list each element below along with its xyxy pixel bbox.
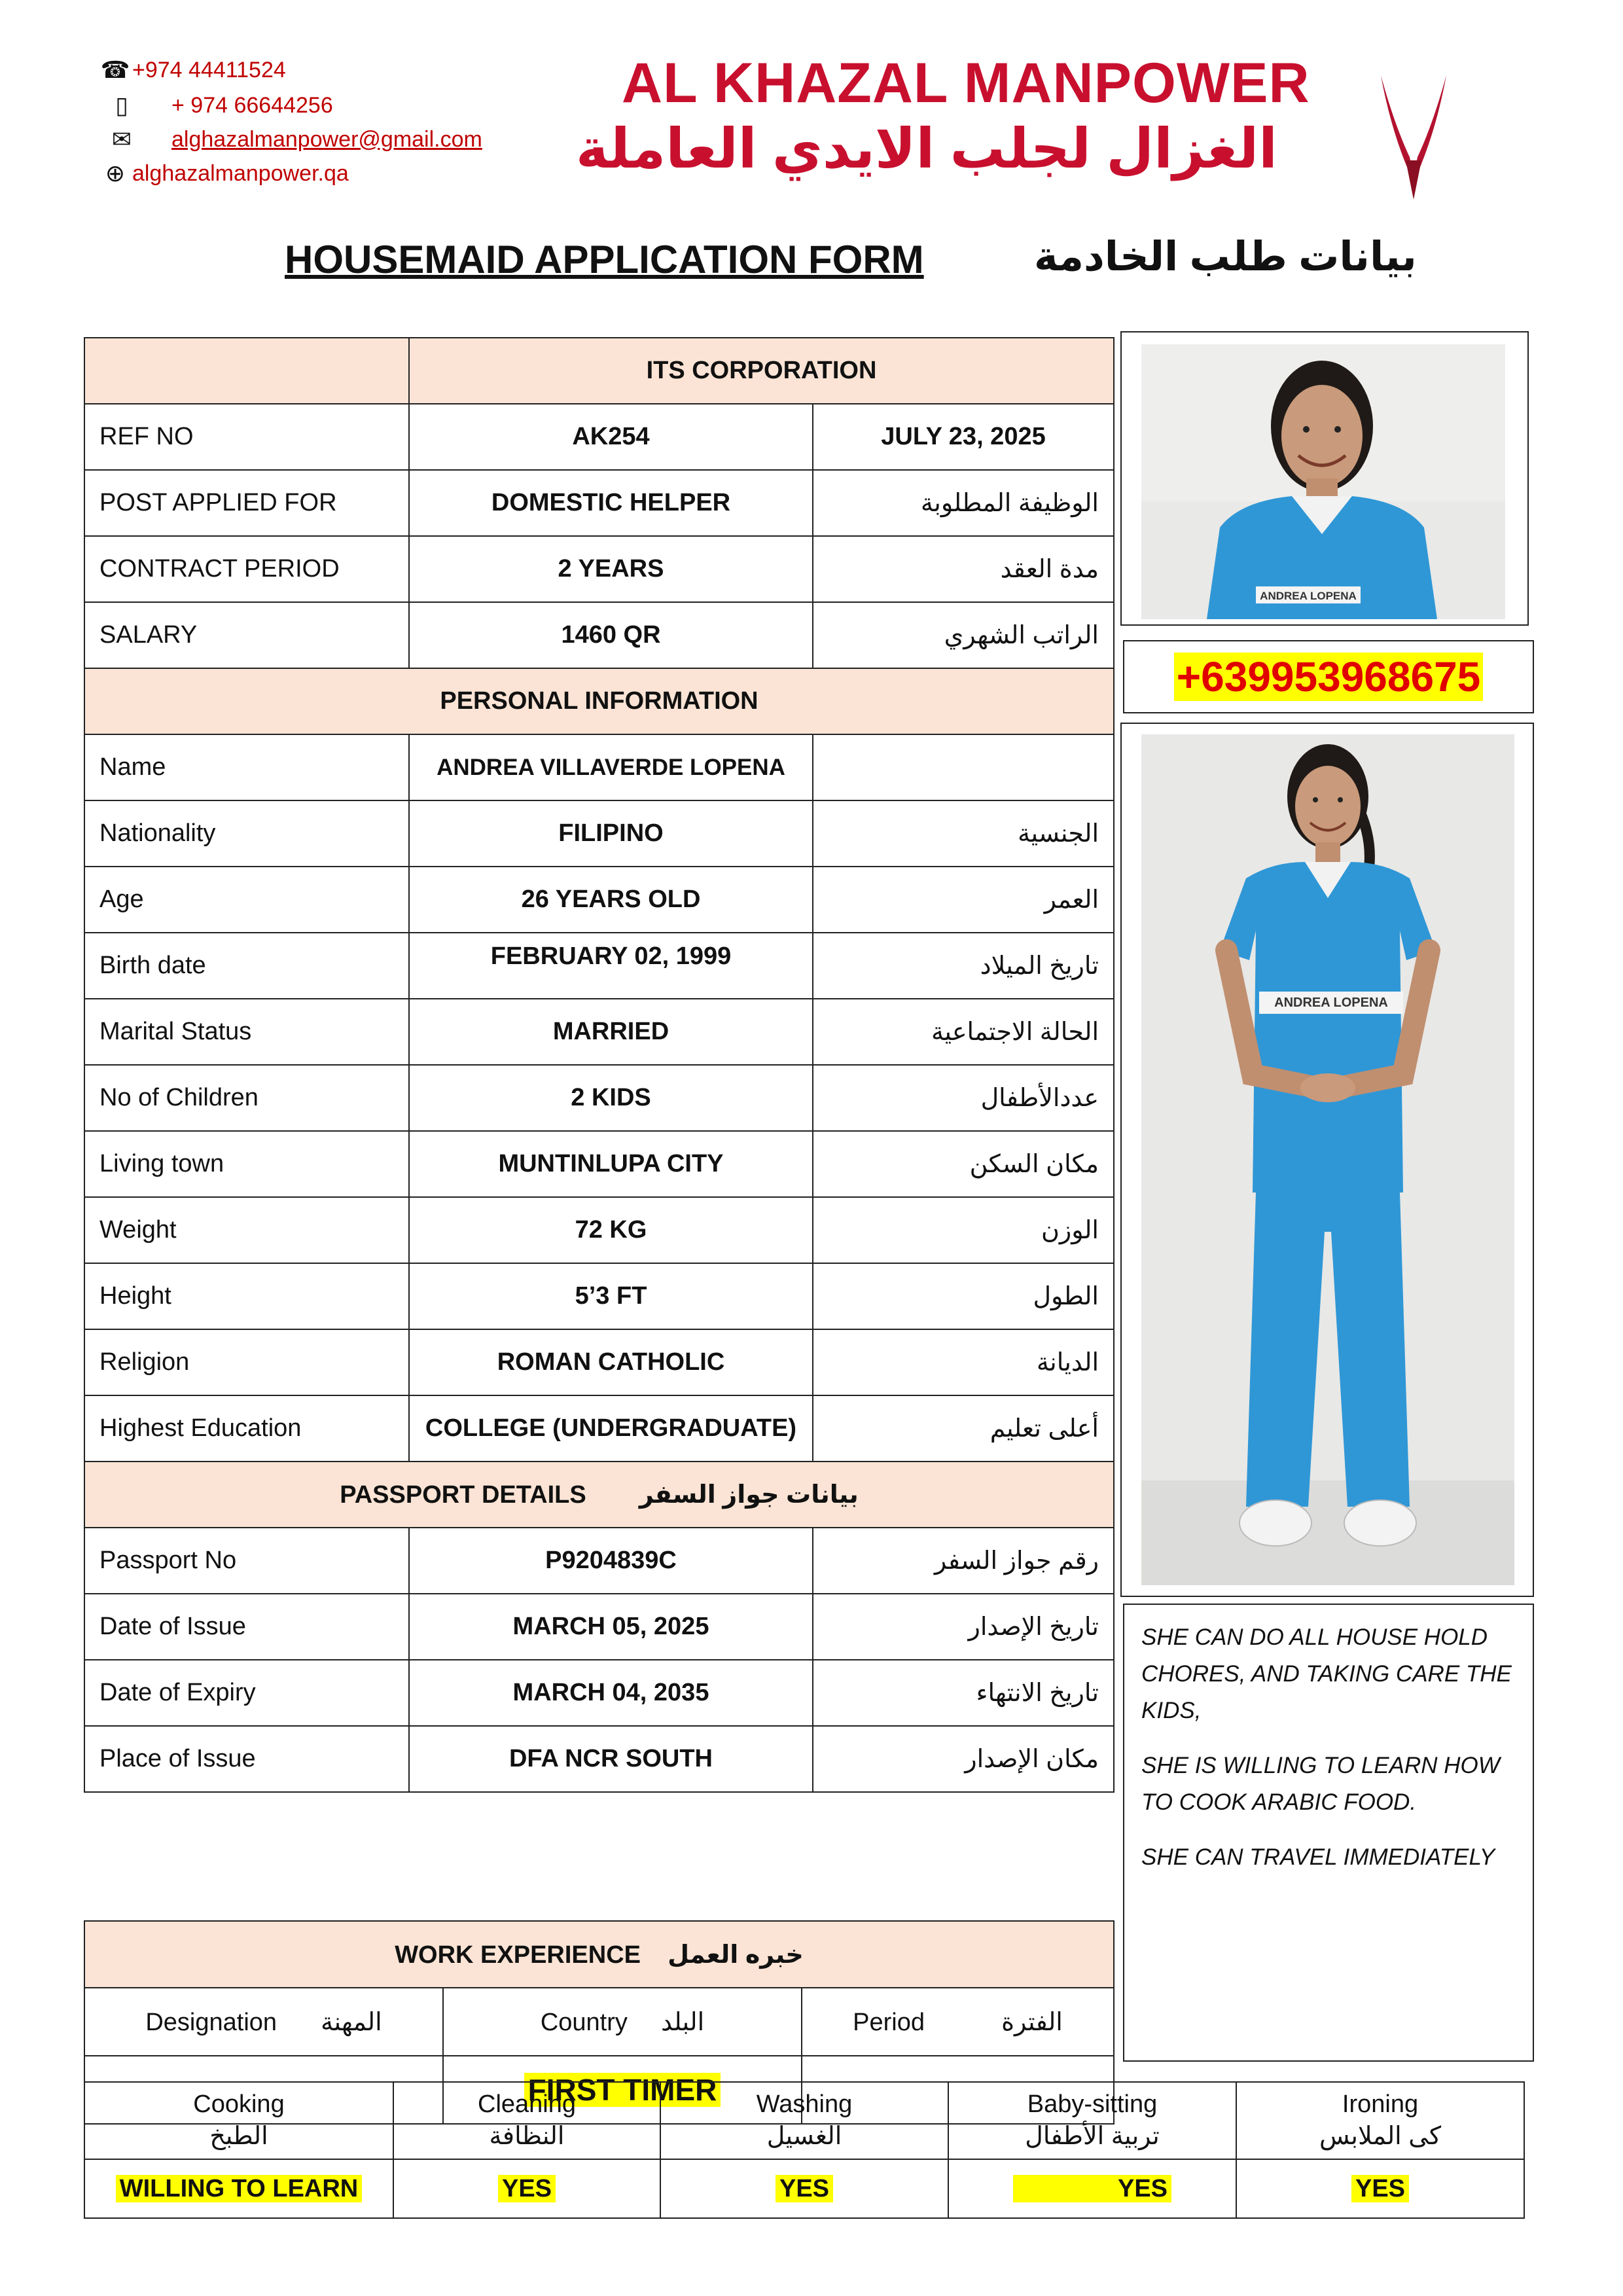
education-label-ar: أعلى تعليم [813, 1395, 1114, 1462]
table-row [84, 1726, 1114, 1792]
skill-cleaning-header [393, 2082, 660, 2159]
age-label-ar: العمر [813, 867, 1114, 933]
place-of-issue-label-ar: مكان الإصدار [813, 1726, 1114, 1792]
salary-label-ar: الراتب الشهري [813, 602, 1114, 668]
place-of-issue-value: DFA NCR SOUTH [409, 1726, 813, 1792]
expiry-date-value: MARCH 04, 2035 [409, 1660, 813, 1726]
skill-cleaning-cell [393, 2159, 660, 2218]
first-timer-value: FIRST TIMER [524, 2073, 721, 2107]
period-label-ar: الفترة [1001, 2008, 1063, 2036]
skills-value-row [84, 2159, 1524, 2218]
table-row [84, 999, 1114, 1065]
table-row [84, 1197, 1114, 1263]
name-badge-full-body: ANDREA LOPENA [1274, 996, 1388, 1010]
table-row [84, 470, 1114, 536]
full-body-photo-frame [1120, 723, 1534, 1597]
designation-col-header [84, 1988, 443, 2056]
weight-label-ar: الوزن [813, 1197, 1114, 1263]
agency-row [84, 338, 1114, 404]
section-header-row [84, 1462, 1114, 1528]
skill-washing-cell [660, 2159, 948, 2218]
children-value: 2 KIDS [409, 1065, 813, 1131]
skill-cooking-value: WILLING TO LEARN [116, 2175, 363, 2202]
section-header-row [84, 668, 1114, 734]
name-label: Name [84, 734, 409, 800]
ref-no-value: AK254 [409, 404, 813, 470]
children-label: No of Children [84, 1065, 409, 1131]
remark-3: SHE CAN TRAVEL IMMEDIATELY [1141, 1844, 1495, 1870]
height-value: 5’3 FT [409, 1263, 813, 1329]
marital-status-label: Marital Status [84, 999, 409, 1065]
passport-header-ar: بيانات جواز السفر [639, 1481, 859, 1509]
portrait-photo-frame [1120, 331, 1529, 626]
skill-ironing-label: Ironing [1342, 2090, 1419, 2118]
full-body-photo [1141, 734, 1514, 1585]
nationality-label: Nationality [84, 800, 409, 867]
country-label-ar: البلد [661, 2008, 705, 2036]
work-columns-row [84, 1988, 1114, 2056]
contract-value: 2 YEARS [409, 536, 813, 602]
education-value: COLLEGE (UNDERGRADUATE) [409, 1395, 813, 1462]
skill-cooking-header [84, 2082, 393, 2159]
table-row [84, 1594, 1114, 1660]
table-row [84, 1660, 1114, 1726]
agency-blank-cell [84, 338, 409, 404]
marital-status-label-ar: الحالة الاجتماعية [813, 999, 1114, 1065]
skill-babysitting-header [948, 2082, 1236, 2159]
portrait-photo [1141, 344, 1505, 619]
salary-value: 1460 QR [409, 602, 813, 668]
skill-cooking-cell [84, 2159, 393, 2218]
skill-cleaning-label: Cleaning [478, 2090, 576, 2118]
skill-cleaning-value: YES [498, 2175, 556, 2202]
skill-cooking-label-ar: الطبخ [209, 2123, 268, 2150]
telephone-icon: ☎ [100, 56, 130, 83]
phone1-line [98, 56, 286, 84]
globe-icon: ⊕ [105, 160, 126, 187]
work-header-ar: خبره العمل [668, 1941, 804, 1969]
table-row [84, 933, 1114, 999]
living-town-label: Living town [84, 1131, 409, 1197]
post-label: POST APPLIED FOR [84, 470, 409, 536]
living-town-value: MUNTINLUPA CITY [409, 1131, 813, 1197]
remark-1: SHE CAN DO ALL HOUSE HOLD CHORES, AND TAKING CARE THE KIDS, [1141, 1624, 1512, 1723]
religion-value: ROMAN CATHOLIC [409, 1329, 813, 1395]
table-row [84, 1395, 1114, 1462]
email-line [105, 126, 482, 153]
education-label: Highest Education [84, 1395, 409, 1462]
salary-label: SALARY [84, 602, 409, 668]
period-label: Period [853, 2008, 925, 2036]
skill-ironing-cell [1236, 2159, 1524, 2218]
phone2-line [105, 92, 333, 119]
birth-date-label-ar: تاريخ الميلاد [813, 933, 1114, 999]
height-label: Height [84, 1263, 409, 1329]
name-badge-portrait: ANDREA LOPENA [1260, 590, 1357, 602]
table-row [84, 1131, 1114, 1197]
designation-label: Designation [145, 2008, 277, 2036]
skill-washing-value: YES [776, 2175, 833, 2202]
religion-label: Religion [84, 1329, 409, 1395]
expiry-date-label-ar: تاريخ الانتهاء [813, 1660, 1114, 1726]
section-header-row [84, 1921, 1114, 1988]
skills-table [84, 2081, 1525, 2219]
contact-phone-box [1123, 640, 1534, 713]
name-value: ANDREA VILLAVERDE LOPENA [409, 734, 813, 800]
religion-label-ar: الديانة [813, 1329, 1114, 1395]
email-link[interactable]: alghazalmanpower@gmail.com [171, 126, 482, 152]
issue-date-label-ar: تاريخ الإصدار [813, 1594, 1114, 1660]
expiry-date-label: Date of Expiry [84, 1660, 409, 1726]
issue-date-label: Date of Issue [84, 1594, 409, 1660]
weight-value: 72 KG [409, 1197, 813, 1263]
table-row [84, 602, 1114, 668]
brand-name-en: AL KHAZAL MANPOWER [622, 52, 1310, 115]
table-row [84, 800, 1114, 867]
place-of-issue-label: Place of Issue [84, 1726, 409, 1792]
envelope-icon: ✉ [111, 126, 132, 152]
remarks-box [1123, 1604, 1534, 2062]
nationality-value: FILIPINO [409, 800, 813, 867]
skill-ironing-label-ar: کی الملابس [1319, 2123, 1442, 2150]
skills-header-row [84, 2082, 1524, 2159]
brand-name-ar: الغزال لجلب الايدي العاملة [576, 118, 1277, 179]
skill-ironing-value: YES [1351, 2175, 1409, 2202]
website-line [98, 160, 349, 187]
country-col-header [443, 1988, 802, 2056]
work-header-en: WORK EXPERIENCE [395, 1941, 641, 1969]
weight-label: Weight [84, 1197, 409, 1263]
work-experience-header [84, 1921, 1114, 1988]
phone1: +974 44411524 [132, 57, 286, 82]
skill-washing-label-ar: الغسيل [766, 2123, 842, 2150]
remark-2: SHE IS WILLING TO LEARN HOW TO COOK ARABIC FOOD. [1141, 1753, 1500, 1815]
birth-date-value: FEBRUARY 02, 1999 [409, 933, 813, 999]
skill-washing-header [660, 2082, 948, 2159]
form-title-ar: بيانات طلب الخادمة [1034, 234, 1417, 279]
passport-no-value: P9204839C [409, 1528, 813, 1594]
period-col-header [802, 1988, 1114, 2056]
contract-label: CONTRACT PERIOD [84, 536, 409, 602]
passport-details-header [84, 1462, 1114, 1528]
issue-date-value: MARCH 05, 2025 [409, 1594, 813, 1660]
living-town-label-ar: مكان السكن [813, 1131, 1114, 1197]
passport-no-label: Passport No [84, 1528, 409, 1594]
skill-cleaning-label-ar: النظافة [489, 2123, 565, 2150]
personal-info-header: PERSONAL INFORMATION [84, 668, 1114, 734]
skill-cooking-label: Cooking [193, 2090, 285, 2118]
form-title: HOUSEMAID APPLICATION FORM [285, 238, 924, 281]
skill-ironing-header [1236, 2082, 1524, 2159]
contract-label-ar: مدة العقد [813, 536, 1114, 602]
agency-name: ITS CORPORATION [409, 338, 1114, 404]
name-label-ar [813, 734, 1114, 800]
age-value: 26 YEARS OLD [409, 867, 813, 933]
table-row [84, 1065, 1114, 1131]
birth-date-label: Birth date [84, 933, 409, 999]
post-label-ar: الوظيفة المطلوبة [813, 470, 1114, 536]
mobile-phone-icon: ▯ [115, 92, 128, 118]
contact-phone-number: +639953968675 [1174, 653, 1484, 701]
gazelle-logo-icon [1374, 72, 1453, 203]
skill-babysitting-label-ar: تربية الأطفال [1025, 2123, 1160, 2150]
table-row [84, 867, 1114, 933]
skill-babysitting-value: YES [1013, 2175, 1171, 2202]
passport-no-label-ar: رقم جواز السفر [813, 1528, 1114, 1594]
height-label-ar: الطول [813, 1263, 1114, 1329]
age-label: Age [84, 867, 409, 933]
table-row [84, 734, 1114, 800]
table-row [84, 1329, 1114, 1395]
table-row [84, 1263, 1114, 1329]
children-label-ar: عددالأطفال [813, 1065, 1114, 1131]
nationality-label-ar: الجنسية [813, 800, 1114, 867]
table-row [84, 1528, 1114, 1594]
passport-header-en: PASSPORT DETAILS [340, 1481, 586, 1509]
skill-babysitting-label: Baby-sitting [1027, 2090, 1158, 2118]
country-label: Country [540, 2008, 628, 2036]
ref-no-label: REF NO [84, 404, 409, 470]
phone2: + 974 66644256 [171, 92, 333, 118]
designation-label-ar: المهنة [321, 2008, 382, 2036]
table-row [84, 536, 1114, 602]
marital-status-value: MARRIED [409, 999, 813, 1065]
application-table [84, 337, 1115, 1793]
skill-washing-label: Washing [756, 2090, 853, 2118]
table-row [84, 404, 1114, 470]
application-date: JULY 23, 2025 [813, 404, 1114, 470]
website-link[interactable]: alghazalmanpower.qa [132, 160, 349, 186]
post-value: DOMESTIC HELPER [409, 470, 813, 536]
skill-babysitting-cell [948, 2159, 1236, 2218]
